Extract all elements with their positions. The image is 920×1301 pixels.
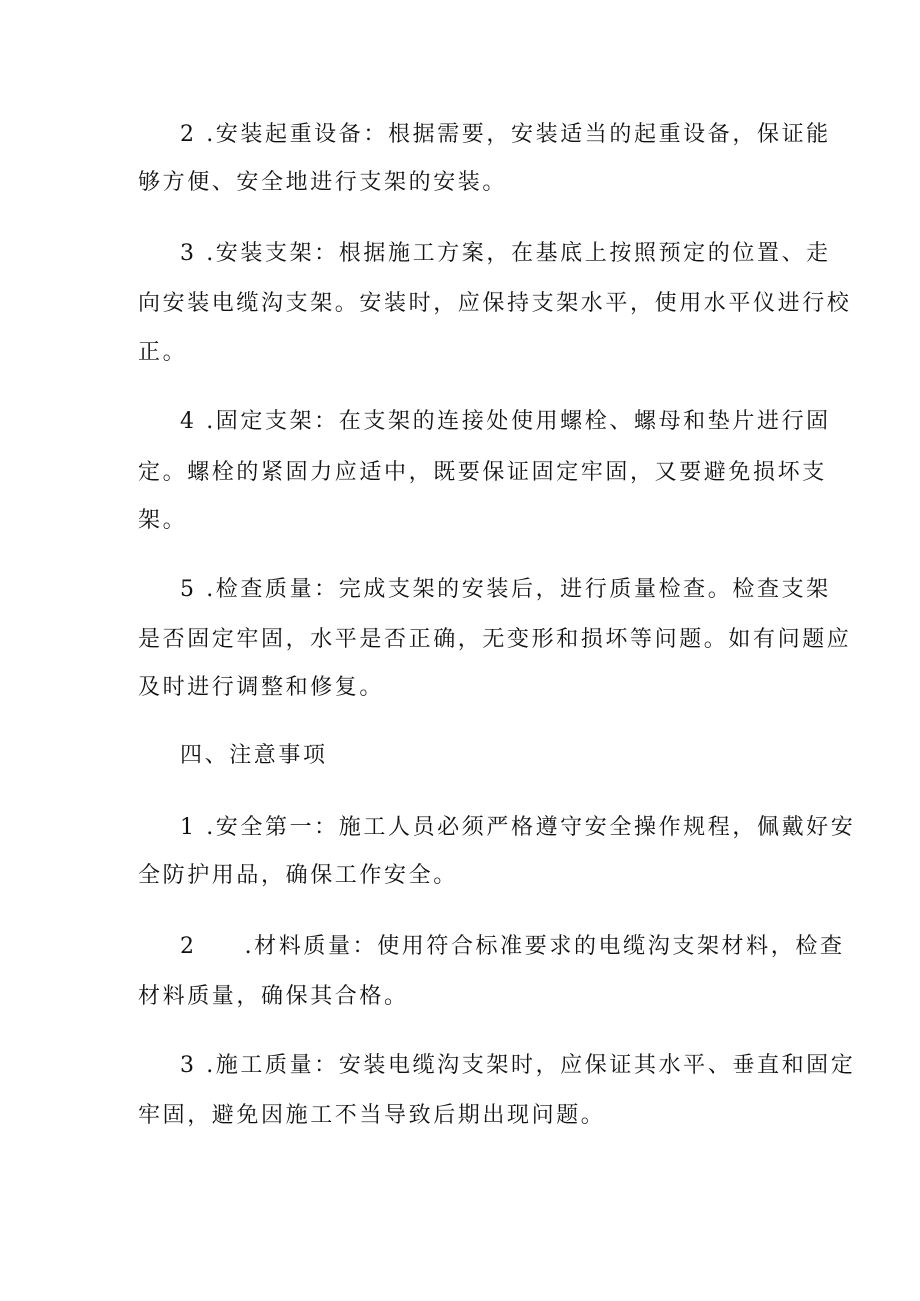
paragraph-4-line-3: 及时进行调整和修复。 (138, 675, 385, 700)
paragraph-2-line-1: 3 .安装支架：根据施工方案，在基底上按照预定的位置、走 (180, 241, 831, 266)
paragraph-3-line-2: 定。螺栓的紧固力应适中，既要保证固定牢固，又要避免损坏支 (138, 460, 827, 485)
paragraph-2-line-2: 向安装电缆沟支架。安装时，应保持支架水平，使用水平仪进行校 (138, 291, 852, 316)
paragraph-3-line-1: 4 .固定支架：在支架的连接处使用螺栓、螺母和垫片进行固 (180, 409, 831, 434)
paragraph-7-line-2: 材料质量，确保其合格。 (138, 984, 409, 1009)
paragraph-7-line-1: 2 .材料质量：使用符合标准要求的电缆沟支架材料，检查 (180, 934, 845, 959)
paragraph-6-line-1: 1 .安全第一：施工人员必须严格遵守安全操作规程，佩戴好安 (180, 815, 856, 840)
paragraph-1-line-2: 够方便、安全地进行支架的安装。 (138, 170, 508, 195)
paragraph-4-line-2: 是否固定牢固，水平是否正确，无变形和损坏等问题。如有问题应 (138, 627, 852, 652)
paragraph-8-line-1: 3 .施工质量：安装电缆沟支架时，应保证其水平、垂直和固定 (180, 1053, 856, 1078)
paragraph-3-line-3: 架。 (138, 508, 188, 533)
paragraph-4-line-1: 5 .检查质量：完成支架的安装后，进行质量检查。检查支架 (180, 577, 831, 602)
paragraph-1-line-1: 2 .安装起重设备：根据需要，安装适当的起重设备，保证能 (180, 122, 831, 147)
paragraph-8-line-2: 牢固，避免因施工不当导致后期出现问题。 (138, 1103, 606, 1128)
paragraph-6-line-2: 全防护用品，确保工作安全。 (138, 863, 458, 888)
section-heading: 四、注意事项 (180, 743, 328, 768)
paragraph-2-line-3: 正。 (138, 340, 188, 365)
